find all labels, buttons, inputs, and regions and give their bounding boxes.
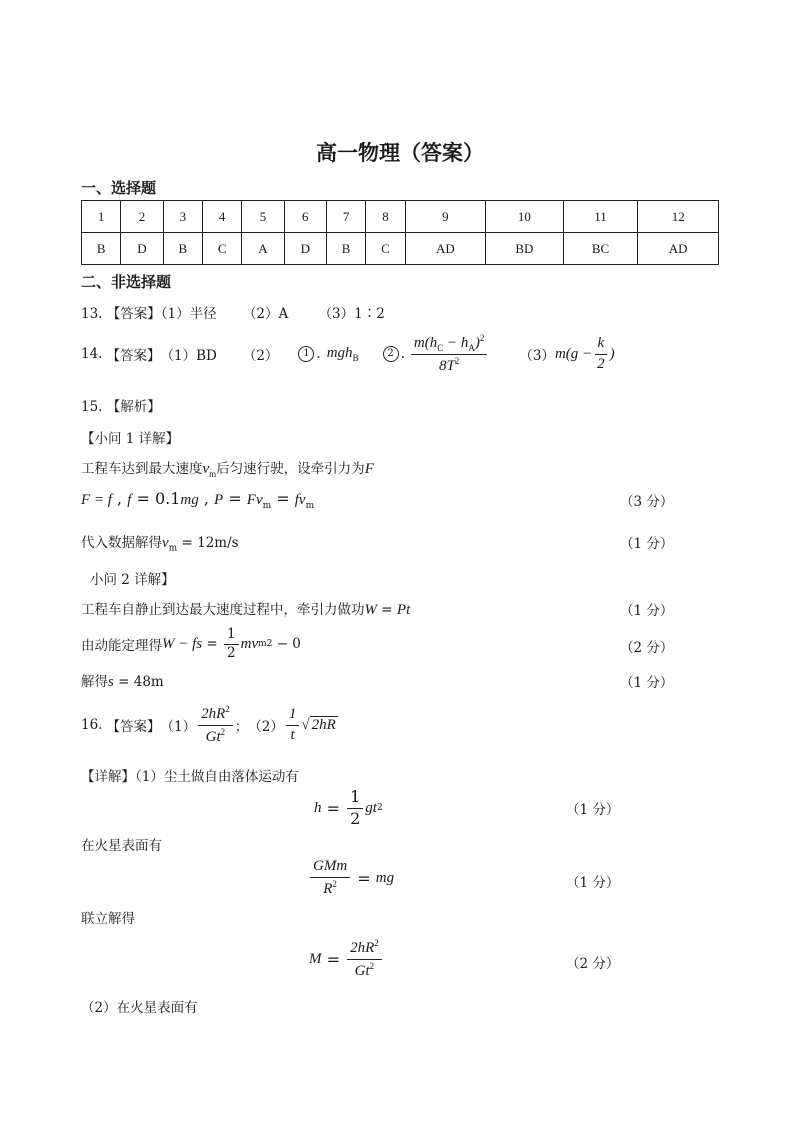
table-cell: BC — [563, 233, 638, 265]
circled-2-icon: 2 — [383, 346, 399, 362]
q16-formula-gravity: $\frac{\text{GMm}}{R^2}$ = mg — [308, 858, 394, 898]
q15-line4-text: 工程车自静止到达最大速度过程中，牵引力做功 — [81, 602, 365, 618]
table-cell: B — [82, 233, 121, 265]
q13-tag: 【答案】 — [106, 306, 161, 322]
table-cell: D — [121, 233, 163, 265]
table-cell: D — [284, 233, 326, 265]
table-cell: 7 — [326, 201, 365, 233]
q15-line5-text: 由动能定理得 — [81, 638, 162, 654]
q15-line1 — [81, 457, 374, 479]
q15-line3: 代入数据解得$v_m = 12m/s$ — [81, 535, 239, 554]
q16-answer1-formula: $\frac{2hR^2}{Gt^2}$ — [198, 704, 233, 746]
q15-score3: （1 分） — [620, 603, 674, 619]
q15-score2: （1 分） — [620, 536, 674, 552]
q16-tag: 【答案】 — [106, 719, 161, 735]
q16-number: 16. — [81, 717, 103, 733]
q15-score1: （3 分） — [620, 494, 674, 510]
q14-part3: （3） — [519, 348, 555, 364]
q13-part1: （1）半径 — [160, 306, 217, 322]
table-cell: 3 — [163, 201, 202, 233]
q13-part2: （2）A — [242, 306, 289, 322]
q15-formula-force: F = f , f = 0.1mg , $P = Fv_m = fv_m$ — [81, 489, 315, 512]
q15-score5: （1 分） — [620, 675, 674, 691]
q16-separator: ； — [234, 719, 249, 735]
q15-number: 15. — [81, 399, 103, 415]
q16-score3: （2 分） — [566, 956, 620, 972]
q15-line5: 由动能定理得 W − fs = $\frac{1}{2}$ mv m 2 − 0 — [81, 625, 301, 661]
q15-sub1-heading: 【小问 1 详解】 — [81, 431, 180, 447]
table-cell: B — [163, 233, 202, 265]
table-cell: 5 — [242, 201, 284, 233]
q16-formula-mass: M = $\frac{2hR^2}{Gt^2}$ — [309, 938, 384, 980]
q14-formula-fraction: $\frac{m(h_C - h_A)^2}{8T^2}$ — [411, 333, 487, 376]
q14-formula-mgk: m(g − $\frac{k}{2}$ ) — [554, 335, 615, 372]
q15-line6-text: 解得 — [81, 674, 108, 690]
q16-score1: （1 分） — [566, 802, 620, 818]
table-cell: 6 — [284, 201, 326, 233]
q16-mars-surface-1: 在火星表面有 — [81, 838, 162, 854]
q15-line3-text: 代入数据解得 — [81, 535, 162, 551]
q15-vm-symbol: $v_m$ — [202, 461, 217, 479]
q16-combine-text: 联立解得 — [81, 911, 135, 927]
table-cell: A — [242, 233, 284, 265]
q15-line4: 工程车自静止到达最大速度过程中，牵引力做功W = Pt — [81, 602, 411, 618]
q16-line: 16. 【答案】 （1） $\frac{2hR^2}{Gt^2}$ ； （2） $\frac{1}{t}$ √ 2hR — [81, 704, 336, 745]
table-cell: 2 — [121, 201, 163, 233]
table-cell: AD — [638, 233, 719, 265]
q15-sub2-heading: 小问 2 详解】 — [90, 572, 175, 588]
q16-answer2-formula: $\frac{1}{t}$ — [286, 706, 300, 744]
table-row-numbers — [82, 201, 719, 233]
table-cell: 1 — [82, 201, 121, 233]
answer-table — [81, 200, 719, 265]
table-cell: 11 — [563, 201, 638, 233]
table-cell: 8 — [366, 201, 405, 233]
table-cell: C — [366, 233, 405, 265]
section-heading-nonchoice: 二、非选择题 — [81, 273, 172, 291]
q16-score2: （1 分） — [566, 875, 620, 891]
table-cell: BD — [486, 233, 564, 265]
q14-part1: （1）BD — [160, 348, 217, 364]
page-title: 高一物理（答案） — [316, 141, 484, 165]
q15-line6: 解得s = 48m — [81, 674, 164, 690]
q16-part1: （1） — [160, 719, 197, 735]
q15-f-symbol: F — [364, 461, 374, 477]
q16-formula-freefall: h = $\frac{1}{2}$ gt 2 — [314, 787, 383, 828]
q13-part3: （3）1∶2 — [318, 306, 385, 322]
q15-score4: （2 分） — [620, 640, 674, 656]
q15-line1b-text: 后匀速行驶，设牵引力为 — [216, 461, 365, 477]
q16-detail-heading: 【详解】（1）尘土做自由落体运动有 — [81, 769, 299, 785]
table-cell: C — [203, 233, 242, 265]
circled-1-icon: 1 — [298, 346, 314, 362]
q14-number: 14. — [81, 346, 103, 362]
q13-number: 13. — [81, 306, 103, 322]
table-cell: 4 — [203, 201, 242, 233]
table-row-answers — [82, 233, 719, 265]
q13-line — [81, 302, 385, 322]
q16-part2: （2） — [248, 719, 284, 735]
q15-line1-text: 工程车达到最大速度 — [81, 461, 203, 477]
q14-line: 14. 【答案】 （1）BD （2） 1 . mgh$_B$ 2 . $\frac{m(h_C - h_A)^2}{8T^2}$ （3） m(g − $\frac{k}{2}$ ) — [81, 332, 615, 375]
table-cell: B — [326, 233, 365, 265]
q14-part2: （2） — [242, 348, 279, 364]
q15-tag: 【解析】 — [106, 399, 161, 415]
q14-tag: 【答案】 — [106, 348, 161, 364]
table-cell: AD — [405, 233, 486, 265]
q14-formula-mghb: mgh$_B$ — [326, 345, 359, 363]
section-heading-choice: 一、选择题 — [81, 179, 157, 197]
table-cell: 9 — [405, 201, 486, 233]
table-cell: 10 — [486, 201, 564, 233]
q16-mars-surface-2: （2）在火星表面有 — [81, 1000, 198, 1016]
q15-header — [81, 395, 161, 415]
table-cell: 12 — [638, 201, 719, 233]
